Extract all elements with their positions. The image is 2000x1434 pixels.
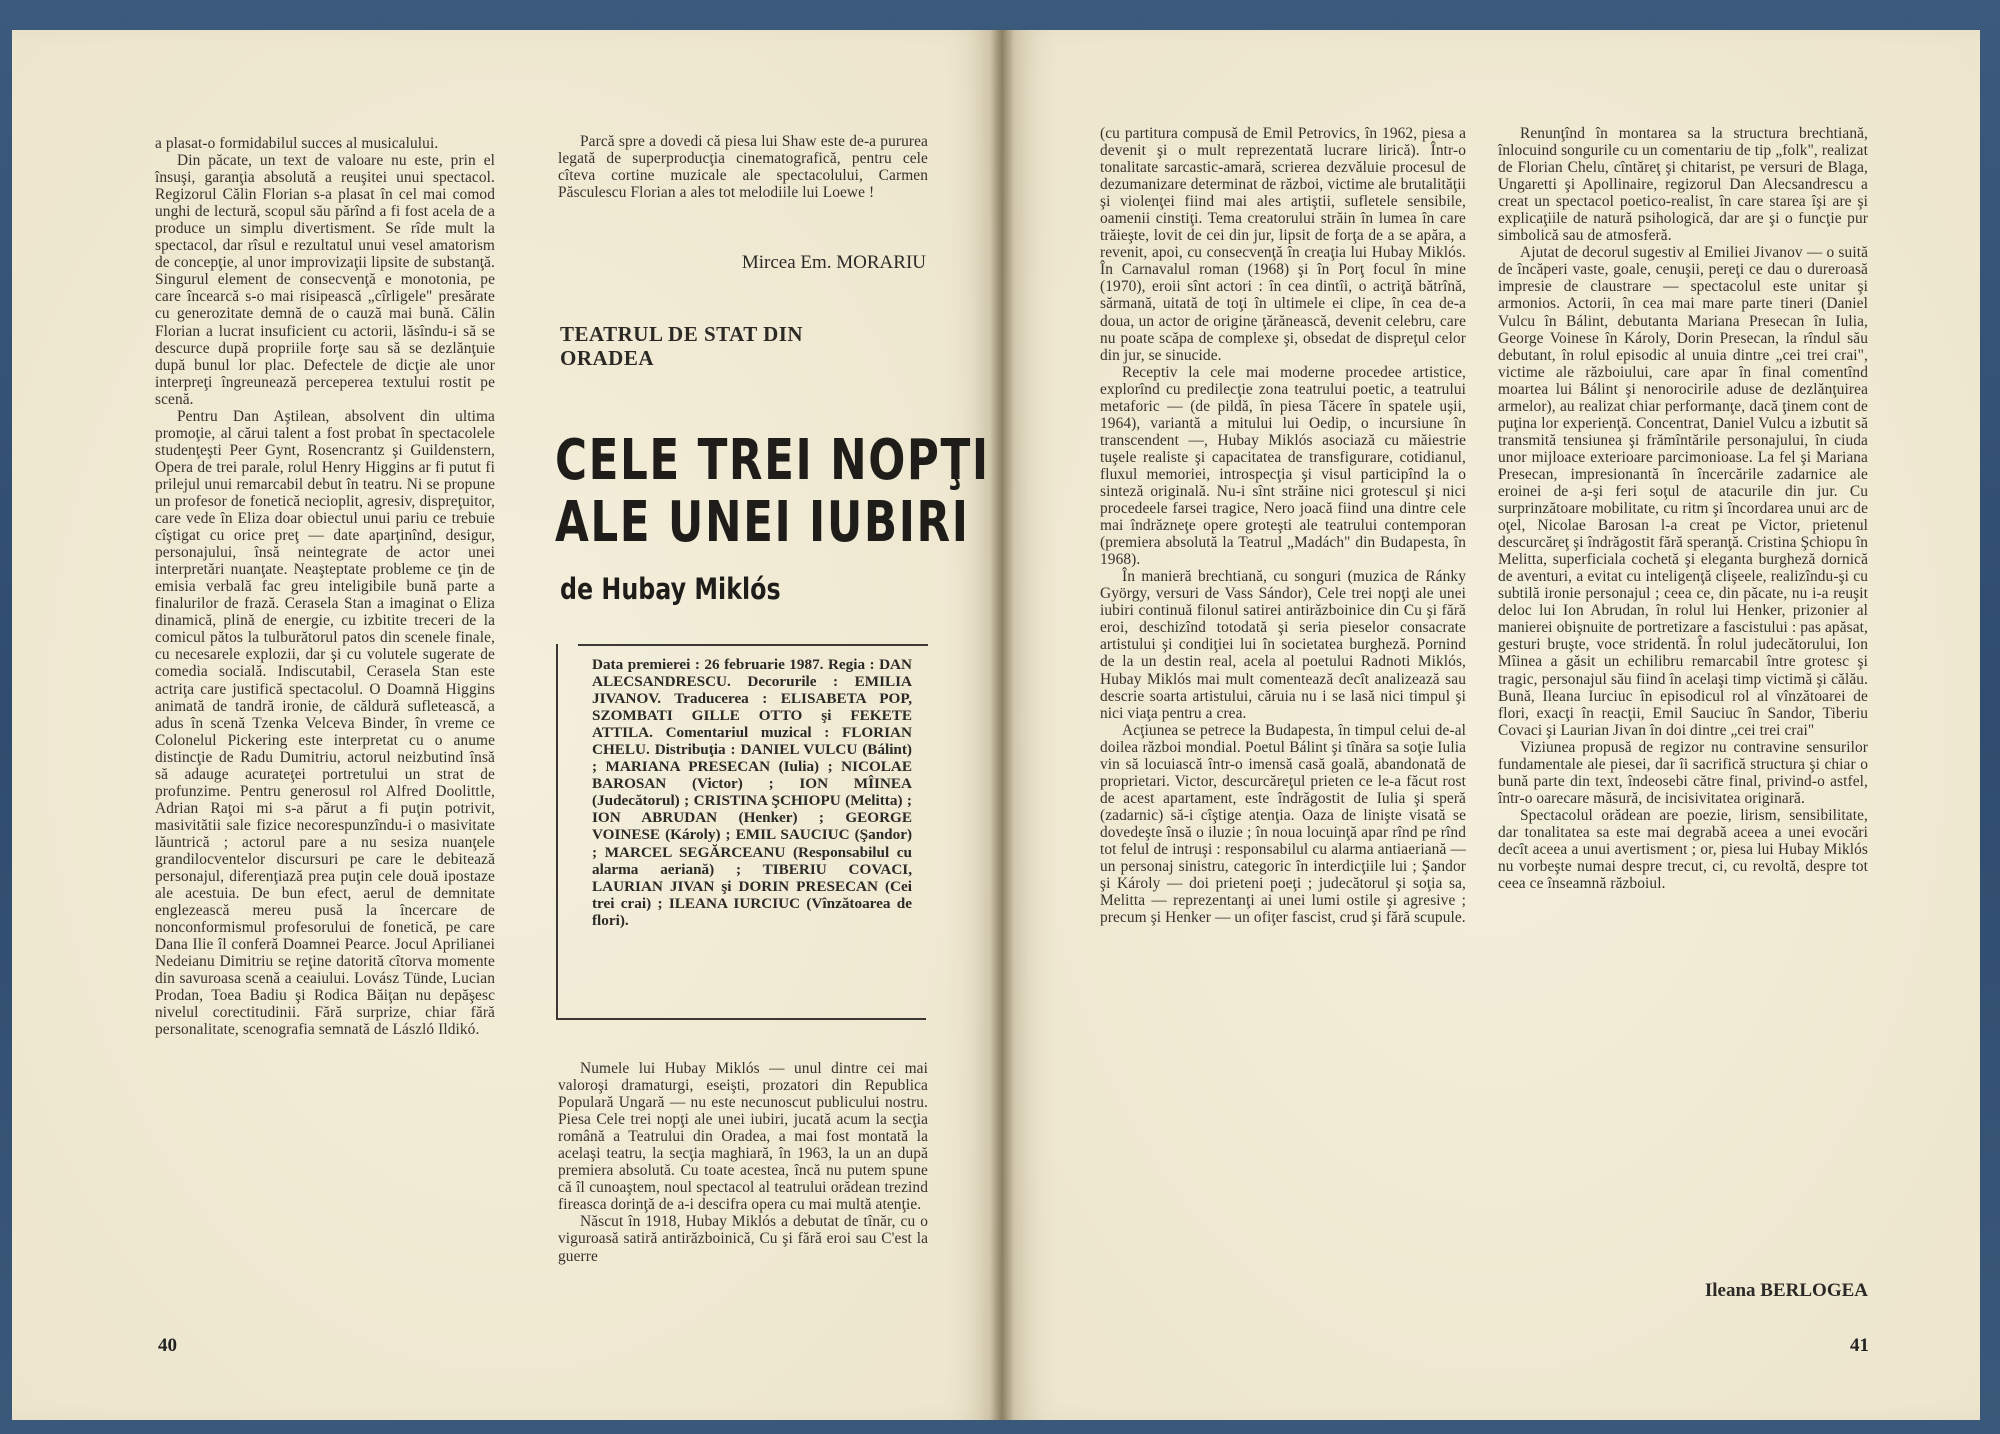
- play-title-line-2: ALE UNEI IUBIRI: [555, 490, 970, 555]
- paragraph: a plasat-o formidabilul succes al musicalului.: [155, 135, 439, 152]
- paragraph: Parcă spre a dovedi că piesa lui Shaw este de-a pururea legată de superproducţia cinematografică, pentru cele cîteva cortine muzicale ale spectacolului, Carmen Păsculescu Florian a ales tot melodiile lui Loewe !: [558, 133, 928, 202]
- page-number-left: 40: [158, 1335, 177, 1356]
- paragraph: Viziunea propusă de regizor nu contravine sensurilor fundamentale ale piesei, dar îi sacrifică structura şi chiar o bună parte din text, îndeosebi către final, privind-o astfel, într-o oarecare măsură, de incisivitatea originară.: [1498, 738, 1868, 807]
- paragraph: Acţiunea se petrece la Budapesta, în timpul celui de-al doilea război mondial. Poetul Bálint şi tînăra sa soţie Iulia vin să locuiască într-o imensă casă goală, abandonată de proprietari. Victor, descurcăreţul prieten ce le-a făcut rost de acest apartament, este îndrăgostit de Iulia şi speră (zadarnic) să-i cîştige atenţia. Oaza de linişte visată se dovedeşte însă o iluzie ; în noua locuinţă apar rînd pe rînd tot felul de intruşi : responsabilul cu alarma antiaeriană — un personaj sinistru, categoric în interdicţiile lui ; Şandor şi Károly — doi prieteni poeţi ; judecătorul şi soţia sa, Melitta — reprezentanţi ai unei lumi ostile şi agresive ; precum şi Henker — un ofiţer fascist, crud şi fără scupule.: [1100, 721, 1466, 927]
- paragraph: Renunţînd în montarea sa la structura brechtiană, înlocuind songurile cu un comentariu de tip „folk", realizat de Florian Chelu, cîntăreţ şi chitarist, pe versuri de Blaga, Ungaretti şi Apollinaire, regizorul Dan Alecsandrescu a creat un spectacol poetico-realist, în care starea îşi are şi explicaţiile de natură psihologică, dar are şi o funcţie pur simbolică sau de atmosferă.: [1498, 125, 1868, 245]
- page-number-right: 41: [1850, 1335, 1869, 1356]
- theatre-heading: TEATRUL DE STAT DIN ORADEA: [560, 322, 804, 370]
- right-page: [1002, 30, 1980, 1420]
- credits-box: [556, 644, 926, 1020]
- paragraph: Născut în 1918, Hubay Miklós a debutat de tînăr, cu o viguroasă satiră antirăzboinică, Cu şi fără eroi sau C'est la guerre: [558, 1213, 928, 1265]
- left-column-2-intro: [558, 133, 928, 201]
- left-column-1: [155, 135, 495, 1038]
- magazine-spread: [12, 30, 1980, 1420]
- author-signature-morariu: Mircea Em. MORARIU: [741, 252, 926, 273]
- paragraph: Ajutat de decorul sugestiv al Emiliei Jivanov — o suită de încăperi vaste, goale, cenuşii, pereţi ce dau o dureroasă impresie de claustrare — spectacolul este unitar şi armonios. Actorii, în cea mai mare parte tineri (Daniel Vulcu în Bálint, debutanta Mariana Presecan în Iulia, George Voinese în Károly, Dorin Presecan, la rîndul său debutant, în rolul episodic al unuia dintre „cei trei crai", victime ale războiului, care apar în final comentînd moartea lui Bálint şi nenorocirile aduse de dezlănţuirea armelor), au realizat chiar performanţe, dacă ţinem cont de puţina lor experienţă. Concentrat, Daniel Vulcu a izbutit să transmită tensiunea şi frămîntările personajului, în ciuda unor mijloace exterioare parcimonioase. La fel şi Mariana Presecan, impresionantă în încercările zadarnice ale eroinei de a-şi feri soţul de atacurile din jur. Cu surprinzătoare mobilitate, cu ritm şi încordarea unui arc de oţel, Nicolae Barosan l-a creat pe Victor, prietenul descurcăreţ şi îndrăgostit fără speranţă. Cristina Şchiopu în Melitta, superficiala cochetă şi eleganta burgheză dornică de aventuri, a evitat cu inteligenţă clişeele, realizîndu-şi cu subtilă ironie personajul ; ceea ce, din păcate, nu i-a reuşit deloc lui Ion Abrudan, în rolul lui Henker, prizonier al manierei obişnuite de portretizare a fascistului : pas apăsat, gesturi bruşte, voce stridentă. În rolul judecătorului, Ion Mîinea a găsit un echilibru remarcabil între grotesc şi tragic, personajul său fiind în acelaşi timp victimă şi călău. Bună, Ileana Iurciuc în episodicul rol al vînzătoarei de flori, exacţi în reacţii, Emil Sauciuc în Sandor, Tiberiu Covaci şi Laurian Jivan în doi dintre „cei trei crai": [1498, 244, 1868, 739]
- right-column-1: [1100, 125, 1466, 926]
- left-page: [12, 30, 1002, 1420]
- paragraph: În manieră brechtiană, cu songuri (muzica de Ránky György, versuri de Vass Sándor), Cele trei nopţi ale unei iubiri continuă filonul satirei antirăzboinice din Cu şi fără eroi, deschizînd totodată şi seria pieselor consacrate artistului şi condiţiei lui în societatea burgheză. Pornind de la un destin real, acela al poetului Radnoti Miklós, Hubay Miklós mai mult comentează decît analizează sau descrie soarta artistului, căruia nu i se lasă nici timpul şi nici viaţa pentru a crea.: [1100, 568, 1466, 722]
- play-title-line-1: CELE TREI NOPŢI: [555, 428, 990, 493]
- paragraph: Receptiv la cele mai moderne procedee artistice, explorînd cu predilecţie zona teatrului poetic, a teatrului metaforic — (de pildă, în piesa Tăcere în spatele uşii, 1964), variantă a mitului lui Oedip, o incursiune în transcendent —, Hubay Miklós asociază cu măiestrie tuşele realiste şi capacitatea de transfigurare, cotidianul, fluxul memoriei, introspecţia şi visul participînd la o sinteză originală. Nu-i sînt străine nici grotescul şi nici procedeele farsei tragice, Nero joacă fiind una dintre cele mai îndrăzneţe opere groteşti ale teatrului contemporan (premiera absolută la Teatrul „Madách" din Budapesta, în 1968).: [1100, 363, 1466, 569]
- paragraph: Numele lui Hubay Miklós — unul dintre cei mai valoroşi dramaturgi, eseişti, prozatori din Republica Populară Ungară — nu este necunoscut publicului nostru. Piesa Cele trei nopţi ale unei iubiri, jucată acum la secţia română a Teatrului din Oradea, a mai fost montată la acelaşi teatru, la secţia maghiară, în 1963, la un an după premiera absolută. Cu toate acestea, încă nu putem spune că îl cunoaştem, noul spectacol al teatrului orădean trezind fireasca dorinţă de a-i descifra opera cu mai multă atenţie.: [558, 1060, 928, 1214]
- left-column-2-body: [558, 1060, 928, 1265]
- paragraph: Spectacolul orădean are poezie, lirism, sensibilitate, dar tonalitatea sa este mai degrabă aceea a unei evocări decît aceea a unui avertisment ; or, piesa lui Hubay Miklós nu vorbeşte numai despre trecut, ci, cu revoltă, despre tot ceea ce înseamnă războiul.: [1498, 806, 1868, 893]
- paragraph: Din păcate, un text de valoare nu este, prin el însuşi, garanţia absolută a reuşitei unui spectacol. Regizorul Călin Florian s-a plasat în cel mai comod unghi de lectură, scopul său părînd a fi fost acela de a produce un simplu divertisment. Se rîde mult la spectacol, dar rîsul e rezultatul unui vesel amatorism de concepţie, al unor improvizaţii lipsite de substanţă. Singurul element de consecvenţă e monotonia, pe care încearcă s-o mai risipească „cîrligele" presărate cu generozitate demnă de o cauză mai bună. Călin Florian a lucrat insuficient cu actorii, lăsîndu-i să se descurce după propriile forţe sau să se dezlănţuie după bunul lor plac. Defectele de dicţie ale unor interpreţi îngreunează perceperea textului rostit pe scenă.: [155, 152, 495, 408]
- paragraph: (cu partitura compusă de Emil Petrovics, în 1962, piesa a devenit şi o mult reprezentată lucrare lirică). Într-o tonalitate sarcastic-amară, scrierea dezvăluie procesul de dezumanizare determinat de război, victime ale brutalităţii şi violenţei fiind mai ales artiştii, sufletele sensibile, oamenii cinstiţi. Tema creatorului străin în lumea în care trăieşte, lovit de cei din jur, lipsit de forţa de a se apăra, a revenit, apoi, cu consecvenţă în creaţia lui Hubay Miklós. În Carnavalul roman (1968) şi în Porţ focul în mine (1970), eroii sînt actori : în cea dintîi, o actriţă bătrînă, sărmană, uitată de toţi în ultimele ei clipe, în cea de-a doua, un actor de origine ţărănească, devenit celebru, care nu poate scăpa de complexe şi, obsedat de dispreţul celor din jur, se sinucide.: [1100, 125, 1466, 364]
- play-author: de Hubay Miklós: [560, 572, 781, 606]
- author-signature-berlogea: Ileana BERLOGEA: [1704, 1280, 1868, 1301]
- credits-text: Data premierei : 26 februarie 1987. Regia : DAN ALECSANDRESCU. Decorurile : EMILIA JIVANOV. Traducerea : ELISABETA POP, SZOMBATI GILLE OTTO şi FEKETE ATTILA. Comentariul muzical : FLORIAN CHELU. Distribuţia : DANIEL VULCU (Bálint) ; MARIANA PRESECAN (Iulia) ; NICOLAE BAROSAN (Victor) ; ION MÎINEA (Judecătorul) ; CRISTINA ŞCHIOPU (Melitta) ; ION ABRUDAN (Henker) ; GEORGE VOINESE (Károly) ; EMIL SAUCIUC (Şandor) ; MARCEL SEGĂRCEANU (Responsabilul cu alarma aeriană) ; TIBERIU COVACI, LAURIAN JIVAN şi DORIN PRESECAN (Cei trei crai) ; ILEANA IURCIUC (Vînzătoarea de flori).: [592, 656, 912, 929]
- paragraph: Pentru Dan Aştilean, absolvent din ultima promoţie, al cărui talent a fost probat în spectacolele studenţeşti Peer Gynt, Rosencrantz şi Guildenstern, Opera de trei parale, rolul Henry Higgins ar fi putut fi prilejul unui remarcabil debut în teatru. Ni se propune un profesor de fonetică necioplit, agresiv, dispreţuitor, care vede în Eliza doar obiectul unui pariu ce trebuie cîştigat cu orice preţ — date aparţinînd, desigur, personajului, însă neintegrate de actor unei interpretări nuanţate. Neaşteptate probleme ce ţin de emisia verbală fac greu inteligibile bună parte a finalurilor de frază. Cerasela Stan a imaginat o Eliza dinamică, plină de energie, cu izbitite treceri de la comicul pătos la tulburătorul patos din scenele finale, cu necesarele explozii, dar şi cu volutele sugerate de comedia socială. Indiscutabil, Cerasela Stan este actriţa care justifică spectacolul. O Doamnă Higgins animată de tandră ironie, de căldură sufletească, a adus în scenă Tzenka Velceva Binder, în vreme ce Colonelul Pickering este interpretat cu o anume distincţie de Radu Dumitriu, actorul neizbutind însă să adauge acurateţei portretului un strat de profunzime. Pentru generosul rol Alfred Doolittle, Adrian Raţoi mi s-a părut a fi puţin potrivit, masivitătii sale fizice necorespunzîndu-i o masivitate lăuntrică ; actorul pare a nu sesiza nuanţele grandilocventelor discursuri pe care le debitează personajul, diferenţiază prea puţin cele două ipostaze ale acestuia. De bun efect, aerul de demnitate englezească mereu pusă la încercare de nonconformismul profesorului de fonetică, pe care Dana Ilie îl conferă Doamnei Pearce. Jocul Aprilianei Nedeianu Dimitriu se reţine datorită cîtorva momente din savuroasa scenă a ceaiului. Lovász Tünde, Lucian Prodan, Toea Badiu şi Rodica Băiţan nu depăşesc nivelul corectitudinii. Fără surprize, chiar fără personalitate, scenografia semnată de László Ildikó.: [155, 407, 495, 1039]
- play-title: [555, 428, 990, 555]
- credits-box-rule: [578, 644, 928, 646]
- right-column-2: [1498, 125, 1868, 892]
- page-gutter: [990, 30, 1014, 1420]
